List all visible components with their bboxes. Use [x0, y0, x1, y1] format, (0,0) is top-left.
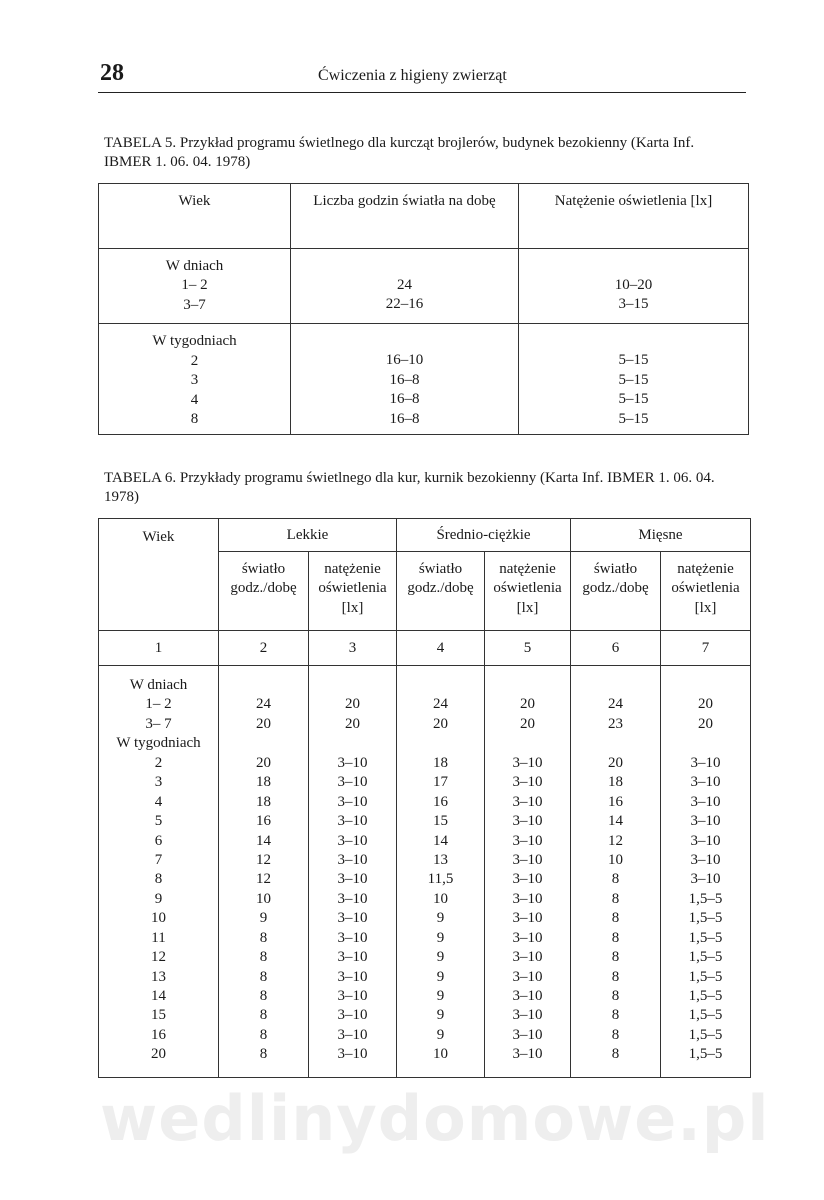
table6-cell: 12: [256, 851, 271, 868]
watermark: wedlinydomowe.pl: [100, 1082, 770, 1155]
table6-cell: 8: [611, 871, 620, 888]
table6-subheader-line: [lx]: [694, 599, 717, 616]
table6-cell: 8: [611, 1007, 620, 1024]
table5-intensity-cell: 10–20: [614, 277, 653, 293]
table6-cell: 3–10: [512, 929, 543, 946]
table6-cell: 8: [259, 949, 268, 966]
table6-subheader-light: [571, 552, 661, 631]
table6-cell: 3–10: [512, 988, 543, 1004]
table6-cell: 8: [259, 1046, 268, 1063]
table6-cell: 8: [611, 988, 620, 1004]
table5-group-label: W dniach: [165, 258, 224, 274]
table6-cell: 8: [611, 890, 620, 907]
table6-cell: 5: [154, 813, 163, 830]
table6-cell: 9: [154, 890, 163, 907]
table6-cell: 1,5–5: [688, 949, 723, 966]
table6-cell: [485, 734, 570, 753]
table6-cell: 12: [256, 871, 271, 888]
table6-cell: [397, 676, 484, 695]
table6-subheader-line: godz./dobę: [407, 580, 474, 597]
table6-cell: 10: [256, 890, 271, 907]
table6-cell: 18: [256, 774, 271, 791]
table5-intensity-cell: 3–15: [618, 296, 649, 313]
table6-cell: 3: [154, 774, 163, 791]
table6-column-c5: [485, 666, 571, 1078]
table5-group-label: W tygodniach: [152, 333, 237, 350]
table6-cell: 1– 2: [145, 696, 172, 713]
table6-subheader-line: światło: [593, 561, 638, 577]
table6-cell: 20: [698, 696, 713, 713]
table6-cell: 8: [611, 1046, 620, 1063]
table6-cell: 18: [256, 793, 271, 810]
table6-cell: 3–10: [690, 774, 721, 791]
table6-cell: 3–10: [337, 813, 368, 830]
table6-column-c2: [219, 666, 309, 1078]
table6-cell: 14: [608, 813, 623, 830]
table6-cell: 3–10: [512, 754, 543, 771]
table6-cell: 8: [259, 1026, 268, 1043]
table6-cell: 6: [154, 832, 163, 849]
table6-column-number: 1: [99, 631, 219, 666]
table6-subheader-line: oświetlenia: [318, 580, 387, 597]
table5-hours-cell: 16–8: [389, 391, 420, 408]
table6-cell: 14: [433, 832, 448, 849]
table6-cell: 3–10: [512, 774, 543, 791]
table6-cell: 24: [433, 696, 448, 713]
table6-cell: 3–10: [690, 793, 721, 810]
table6-column-c3: [309, 666, 397, 1078]
table6-cell: 3–10: [337, 929, 368, 946]
table6-column-number: 3: [309, 631, 397, 666]
table6-column-c6: [571, 666, 661, 1078]
table6-cell: W tygodniach: [116, 735, 201, 752]
table6-subheader-line: natężenie: [677, 561, 734, 577]
header-rule: [98, 92, 746, 93]
table6-cell: 3–10: [512, 851, 543, 868]
table6-cell: 1,5–5: [688, 929, 723, 946]
table6-cell: 3–10: [690, 832, 721, 849]
table6-cell: 3–10: [337, 968, 368, 985]
table6-cell: 20: [256, 715, 271, 732]
table6-column-c4: [397, 666, 485, 1078]
table6-cell: 3–10: [337, 890, 368, 907]
table6-cell: 10: [151, 910, 166, 927]
table6-cell: 3– 7: [145, 715, 172, 732]
table6-column-number: 4: [397, 631, 485, 666]
table6-cell: 8: [611, 968, 620, 985]
page-number: 28: [100, 60, 124, 86]
table6-cell: 15: [151, 1007, 166, 1024]
table5-age-cell: 3: [190, 372, 199, 389]
table6-cell: [571, 734, 660, 753]
table6-cell: 3–10: [337, 1007, 368, 1024]
table6-header-lekkie: Lekkie: [219, 519, 397, 552]
table5-hours-cell: 24: [397, 277, 412, 293]
table5: [98, 183, 749, 435]
table6-cell: 4: [154, 793, 163, 810]
table6-cell: 8: [259, 968, 268, 985]
table6-cell: 3–10: [337, 871, 368, 888]
table6-cell: 3–10: [337, 988, 368, 1004]
table6-subheader-line: światło: [241, 561, 286, 577]
table6-cell: 1,5–5: [688, 910, 723, 927]
table6-cell: 3–10: [337, 754, 368, 771]
table6-cell: [485, 676, 570, 695]
table5-caption: TABELA 5. Przykład programu świetlnego dla kurcząt brojlerów, budynek bezokienny (Karta Inf. IBMER 1. 06. 04. 1978): [104, 135, 695, 170]
table6-cell: 9: [436, 929, 445, 946]
table6-cell: 1,5–5: [688, 1026, 723, 1043]
table6-cell: 3–10: [512, 813, 543, 830]
table6-cell: 3–10: [690, 754, 721, 771]
table6-cell: 13: [151, 968, 166, 985]
table6-cell: 8: [611, 929, 620, 946]
table6-cell: 3–10: [512, 1026, 543, 1043]
table6-cell: 3–10: [337, 910, 368, 927]
table6: [98, 518, 751, 1078]
table6-cell: 11: [151, 929, 166, 946]
table6-subheader-line: oświetlenia: [493, 580, 562, 597]
table6-cell: 3–10: [512, 1007, 543, 1024]
table6-subheader-line: [lx]: [341, 599, 364, 616]
table5-group-days: [99, 249, 749, 324]
table6-cell: 12: [608, 832, 623, 849]
table6-cell: [309, 734, 396, 753]
table6-cell: 7: [154, 851, 163, 868]
table6-cell: 10: [433, 1046, 448, 1063]
table5-hours-cell: 22–16: [385, 296, 424, 313]
table6-cell: 16: [608, 793, 623, 810]
table6-cell: 18: [608, 774, 623, 791]
table6-subheader-line: godz./dobę: [230, 580, 297, 597]
table6-cell: 3–10: [512, 793, 543, 810]
table6-column-number: 7: [661, 631, 751, 666]
table6-column-c7: [661, 666, 751, 1078]
table6-cell: 23: [608, 715, 623, 732]
table6-subheader-intensity: [309, 552, 397, 631]
table6-cell: [397, 734, 484, 753]
table6-cell: [661, 734, 750, 753]
table6-cell: 24: [608, 696, 623, 713]
table5-group-weeks: [99, 324, 749, 434]
table6-cell: 3–10: [690, 871, 721, 888]
table6-cell: W dniach: [129, 677, 188, 693]
table6-cell: 3–10: [690, 851, 721, 868]
table6-subheader-line: oświetlenia: [671, 580, 740, 597]
table6-cell: 1,5–5: [688, 1046, 723, 1063]
table6-cell: 20: [151, 1046, 166, 1063]
table6-cell: 3–10: [337, 851, 368, 868]
table6-cell: 8: [611, 910, 620, 927]
table6-cell: [661, 676, 750, 695]
table6-cell: 16: [151, 1026, 166, 1043]
table6-cell: 8: [259, 929, 268, 946]
table6-cell: 9: [259, 910, 268, 927]
table6-cell: 1,5–5: [688, 890, 723, 907]
table6-cell: [571, 676, 660, 695]
table6-cell: 9: [436, 910, 445, 927]
table6-cell: 17: [433, 774, 448, 791]
table5-age-cell: 3–7: [183, 296, 206, 313]
table6-header-miesne: Mięsne: [571, 519, 751, 552]
table6-subheader-intensity: [661, 552, 751, 631]
table6-cell: 3–10: [512, 890, 543, 907]
table6-cell: 1,5–5: [688, 988, 723, 1004]
table5-intensity-cell: 5–15: [618, 371, 649, 388]
table6-cell: 3–10: [690, 813, 721, 830]
running-title: Ćwiczenia z higieny zwierząt: [318, 67, 507, 84]
table6-cell: 14: [256, 832, 271, 849]
table6-subheader-light: [219, 552, 309, 631]
table6-cell: 2: [154, 754, 163, 771]
table6-cell: 8: [611, 949, 620, 966]
table6-cell: [219, 676, 308, 695]
table6-subheader-line: natężenie: [499, 561, 556, 577]
table6-cell: 16: [433, 793, 448, 810]
table6-cell: 1,5–5: [688, 1007, 723, 1024]
table6-cell: 20: [698, 715, 713, 732]
table6-cell: 20: [433, 715, 448, 732]
table6-cell: 3–10: [337, 774, 368, 791]
table5-age-cell: 2: [190, 352, 199, 369]
table6-column-number: 5: [485, 631, 571, 666]
table5-hours-cell: 16–8: [389, 371, 420, 388]
table6-subheader-line: światło: [418, 561, 463, 577]
table6-cell: 3–10: [337, 949, 368, 966]
table6-column-age: [99, 666, 219, 1078]
table6-cell: 20: [345, 715, 360, 732]
table6-cell: 3–10: [512, 949, 543, 966]
table6-cell: 20: [345, 696, 360, 713]
table6-cell: 3–10: [337, 793, 368, 810]
table6-cell: 10: [608, 851, 623, 868]
table6-subheader-light: [397, 552, 485, 631]
table6-cell: 3–10: [337, 1046, 368, 1063]
table6-cell: 9: [436, 968, 445, 985]
table5-hours-cell: 16–10: [385, 352, 424, 369]
table6-column-number: 2: [219, 631, 309, 666]
table6-cell: 18: [433, 754, 448, 771]
table5-header-hours: Liczba godzin światła na dobę: [291, 184, 519, 249]
table6-cell: 3–10: [512, 832, 543, 849]
table6-cell: 16: [256, 813, 271, 830]
table6-cell: 3–10: [337, 832, 368, 849]
table6-cell: 24: [256, 696, 271, 713]
table5-intensity-cell: 5–15: [618, 391, 649, 408]
table6-cell: 1,5–5: [688, 968, 723, 985]
table6-cell: 10: [433, 890, 448, 907]
table5-age-cell: 8: [190, 411, 199, 428]
table6-cell: 8: [259, 1007, 268, 1024]
table5-header-age: Wiek: [99, 184, 291, 249]
table6-cell: 20: [608, 754, 623, 771]
table6-cell: 8: [611, 1026, 620, 1043]
table6-cell: 9: [436, 1026, 445, 1043]
table6-cell: 8: [154, 871, 163, 888]
table6-cell: [309, 676, 396, 695]
table6-cell: 9: [436, 1007, 445, 1024]
table6-header-age: Wiek: [99, 519, 219, 631]
table6-cell: 3–10: [512, 871, 543, 888]
table6-cell: 20: [520, 696, 535, 713]
table6-cell: 13: [433, 851, 448, 868]
table6-cell: 12: [151, 949, 166, 966]
table6-cell: 3–10: [512, 910, 543, 927]
table6-caption: TABELA 6. Przykłady programu świetlnego dla kur, kurnik bezokienny (Karta Inf. IBMER 1. 06. 04. 1978): [104, 470, 715, 505]
table5-header-intensity: Natężenie oświetlenia [lx]: [519, 184, 749, 249]
table6-subheader-intensity: [485, 552, 571, 631]
table6-cell: 20: [256, 754, 271, 771]
table6-cell: 20: [520, 715, 535, 732]
table6-cell: 3–10: [337, 1026, 368, 1043]
table6-cell: 15: [433, 813, 448, 830]
table6-subheader-line: natężenie: [324, 561, 381, 577]
table6-cell: 14: [151, 988, 166, 1004]
table5-age-cell: 1– 2: [181, 277, 208, 294]
table5-intensity-cell: 5–15: [618, 410, 649, 427]
table6-column-number: 6: [571, 631, 661, 666]
table6-subheader-line: [lx]: [516, 599, 539, 616]
table6-cell: 9: [436, 949, 445, 966]
table6-cell: 3–10: [512, 1046, 543, 1063]
table6-cell: [219, 734, 308, 753]
table6-header-srednio-ciezkie: Średnio-ciężkie: [397, 519, 571, 552]
table6-cell: 3–10: [512, 968, 543, 985]
table6-cell: 11,5: [427, 871, 454, 888]
table6-cell: 8: [259, 988, 268, 1004]
table5-hours-cell: 16–8: [389, 410, 420, 427]
table5-age-cell: 4: [190, 391, 199, 408]
table5-intensity-cell: 5–15: [618, 352, 649, 369]
table6-subheader-line: godz./dobę: [582, 580, 649, 597]
table6-cell: 9: [436, 988, 445, 1004]
